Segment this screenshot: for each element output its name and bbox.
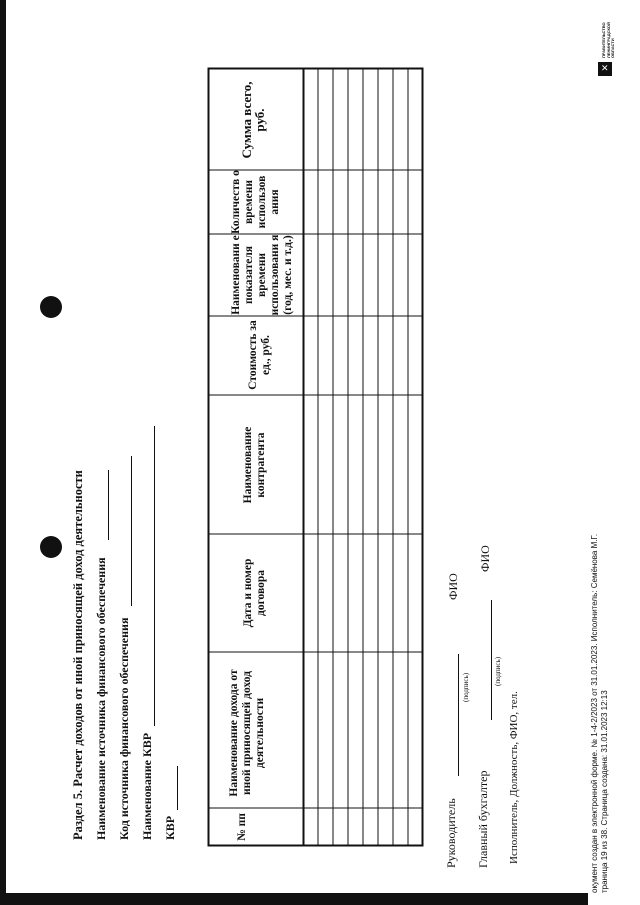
col-header-unit-cost: Стоимость за ед., руб.: [247, 320, 272, 390]
signature-head-label: Руководитель: [444, 798, 458, 868]
field-source-name: Наименование источника финансового обеспечения: [94, 557, 108, 840]
col-header-contract: Дата и номер договора: [242, 558, 267, 628]
section-title: Раздел 5. Расчет доходов от иной приносящей доход деятельности: [71, 470, 85, 840]
emblem-icon: ✕: [601, 64, 609, 74]
col-header-number: № пп: [236, 813, 248, 841]
signature-accountant-fio: ФИО: [478, 545, 492, 572]
col-header-counterparty: Наименование контрагента: [242, 426, 267, 504]
field-kvr: КВР: [163, 815, 177, 840]
col-header-time-quantity: Количеств о времени использов ания: [230, 170, 281, 234]
footer-line-1: окумент создан в электронной форме. № 1-4-2/2023 от 31.01.2023. Исполнитель: Семёнова М.Г.: [590, 533, 599, 893]
signature-accountant-label: Главный бухгалтер: [476, 770, 490, 868]
col-header-time-indicator: Наименовани е показателя времени использовани я (год, мес. и т.д.): [230, 234, 294, 316]
signature-accountant-sub: (подпись): [494, 656, 502, 686]
col-header-income-name: Наименование дохода от иной приносящей доход деятельности: [228, 669, 266, 797]
signature-head-line: [458, 654, 459, 776]
field-kvr-name: Наименование КВР: [140, 732, 154, 840]
field-source-code: Код источника финансового обеспечения: [117, 617, 131, 840]
executor-line: Исполнитель, Должность, ФИО, тел.: [508, 691, 520, 864]
logo-text: ПРАВИТЕЛЬСТВО ЛЕНИНГРАДСКОЙ ОБЛАСТИ: [601, 22, 615, 58]
footer-line-2: траница 19 из 38. Страница создана: 31.01.2023 12:13: [600, 690, 609, 893]
signature-head-sub: (подпись): [462, 672, 470, 702]
signature-head-fio: ФИО: [446, 573, 460, 600]
signature-accountant-line: [491, 600, 492, 720]
col-header-total: Сумма всего, руб.: [239, 81, 267, 159]
